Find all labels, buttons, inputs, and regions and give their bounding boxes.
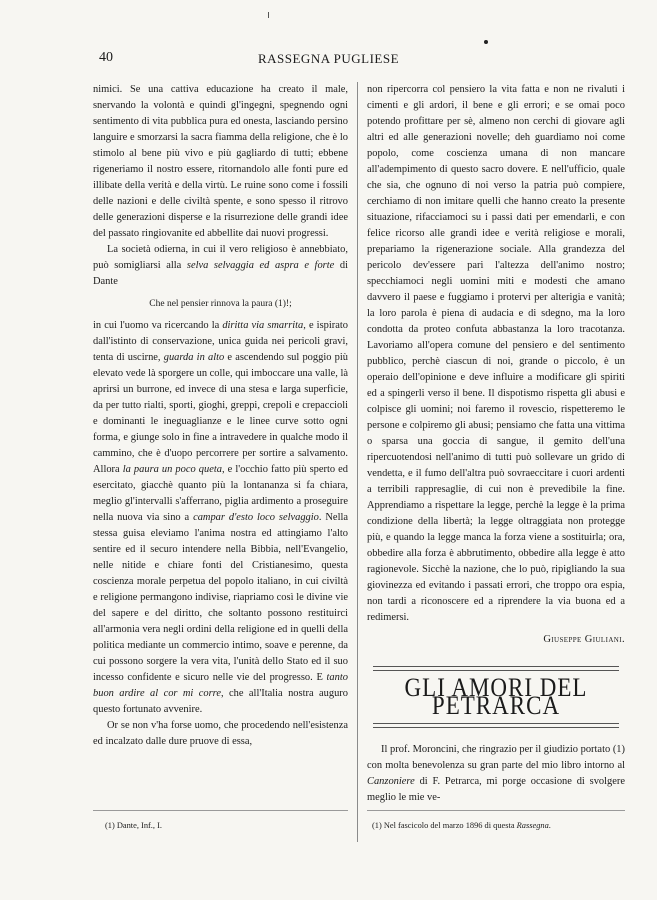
print-dot <box>484 40 488 44</box>
title-rule-top <box>373 666 619 671</box>
footnote-rule-left <box>93 810 348 811</box>
footnote-left: (1) Dante, Inf., I. <box>105 821 162 830</box>
running-head: RASSEGNA PUGLIESE <box>257 51 400 66</box>
paragraph: non ripercorra col pensiero la vita fatta e non ne rivaluti i cimenti e gli ardori, il bene e gli errori; e se omai poco potendo profittare per sè, almeno non cerchi di giovare agli altri ed alle generazioni novelle; deh guardiamo noi come popolo, come coscienza umana di non mancare all'adempimento di questo sacro dovere. E nell'ufficio, quale che sia, che ognuno di noi verso la patria può compiere, cerchiamo di non imitare quelli che hanno creato la presente situazione, rifacciamoci su i passi dati per emendarli, e con felice ricorso alle grandi idee e verità religiose e morali, prepariamo la rigenerazione sociale. Alla grandezza del pericolo dev'essere pari l'altezza dell'animo nostro; specchiamoci negli uomini miti e modesti che amano davvero il paese e fuggiamo i protervi per alterigia e vanità; la loro parola è piena di audacia e di sdegno, ma la loro condotta da proteo confuta abbastanza la loro tracotanza. Lavoriamo all'opera comune del pensiero e del sentimento pubblico, perchè ciascun di noi, grande o piccolo, è un operaio dell'opinione e deve influire a modificare gli spiriti ed a spingerli verso il bene. Il dispotismo rispetta gli abusi e colpisce gli uomini; noi faremo il rovescio, rispetteremo le persone e colpiremo gli abusi; pensiamo che fatta una vittima o sparsa una goccia di sangue, il gemito dell'una ripercuotendosi nell'animo di tutti può sollevare un grido di vendetta, e il fumo dell'altra può sovraeccitare i cuori ardenti a terribili rappresaglie, di cui non è prevedibile la fine. Apprendiamo a rispettare la legge, perchè la legge è la prima condizione della libertà; la legge oltraggiata non protegge più, e quando la legge manca la forza viene a sostituirla; ora, obbedire alla forza è abbrutimento, obbedire alla legge è atto ragionevole. Sicchè la nazione, che lo può, ripigliando la sua giovinezza ed evitando i passati errori, che troppo ora espia, non tardi a riconoscere ed a riprendere la via buona ed a redimersi. <box>367 84 625 623</box>
column-divider <box>357 82 358 842</box>
right-column <box>367 82 625 806</box>
paragraph: Or se non v'ha forse uomo, che procedendo nell'esistenza ed incalzato dalle dure pruove di essa, <box>93 720 348 747</box>
paragraph: Il prof. Moroncini, che ringrazio per il giudizio portato (1) con molta benevolenza su gran parte del mio libro intorno al Canzoniere di F. Petrarca, mi porge occasione di svolgere meglio le mie ve- <box>367 744 625 803</box>
page-number: 40 <box>99 50 113 65</box>
print-mark <box>268 12 269 18</box>
title-rule-bottom <box>373 723 619 728</box>
article-title: GLI AMORI DEL PETRARCA <box>404 672 588 720</box>
verse-quote: Che nel pensier rinnova la paura (1)!; <box>149 299 292 309</box>
footnote-rule-right <box>367 810 625 811</box>
paragraph: in cui l'uomo va ricercando la diritta via smarrita, e ispirato dall'istinto di conservazione, unica guida nei pericoli gravi, tenta di uscirne, guarda in alto e ascendendo sul poggio più elevato vede là sporgere un colle, qui imboccare una valle, là aprirsi un burrone, ed invece di una stesa e larga superficie, da per tutto rialti, sporti, gioghi, greppi, crepoli e crepaccioli e dominanti le ineguaglianze e le linee curve sotto ogni forma, e giunge solo in fine a intravedere in qualche modo il cammino, che è d'uopo percorrere per sortire a salvamento. Allora la paura un poco queta, e l'occhio fatto più sperto ed esercitato, giacchè quanto più la lontananza si fa chiara, meglio gl'intervalli s'afferrano, piglia ardimento a proseguire nella nuova via sino a campar d'esto loco selvaggio. Nella stessa guisa eleviamo l'anima nostra ed attingiamo l'alto sentire ed il securo intendere nella Bibbia, nell'Evangelio, nelle nitide e chiare fonti del Cristianesimo, questa coscienza morale perpetua del popolo italiano, in cui civiltà e religione permangono indivise, riapriamo così le divine vie del sapere e del diritto, che soltanto possono restituirci all'armonia vera negli ordini della religione ed in quelli della politica mediante un commercio intimo, soave e perenne, da cui possono sorgere la vera vita, l'unità dello Stato ed il suo incesso confidente e sicuro nelle vie del progresso. E tanto buon ardire al cor mi corre, che all'Italia nostra auguro questo fortunato avvenire. <box>93 320 349 715</box>
footnote-right: (1) Nel fascicolo del marzo 1896 di questa Rassegna. <box>372 821 551 830</box>
paragraph: nimici. Se una cattiva educazione ha creato il male, snervando la volontà e quindi gl'ingegni, spegnendo ogni sentimento di vita pubblica pura ed onesta, lasciando persino languire e smorzarsi la sacra fiamma della religione, che è lo stimolo al bene più vivo e più gagliardo di tutti; ebbene rigeneriamo il nostro essere, ritornandolo alle fonti pure ed illibate della verità e della virtù. Le ruine sono come i fossili delle nazioni e delle civiltà spente, e sono spesso il ritrovo delle generazioni disperse e la risurrezione delle grandi idee del passato ringiovanite ed abbellite dai nuovi progressi. <box>93 84 348 239</box>
left-column <box>93 82 348 750</box>
paragraph: La società odierna, in cui il vero religioso è annebbiato, può somigliarsi alla selva selvaggia ed aspra e forte di Dante <box>93 244 348 287</box>
author-signature: Giuseppe Giuliani. <box>543 634 625 645</box>
article-heading <box>367 666 625 728</box>
